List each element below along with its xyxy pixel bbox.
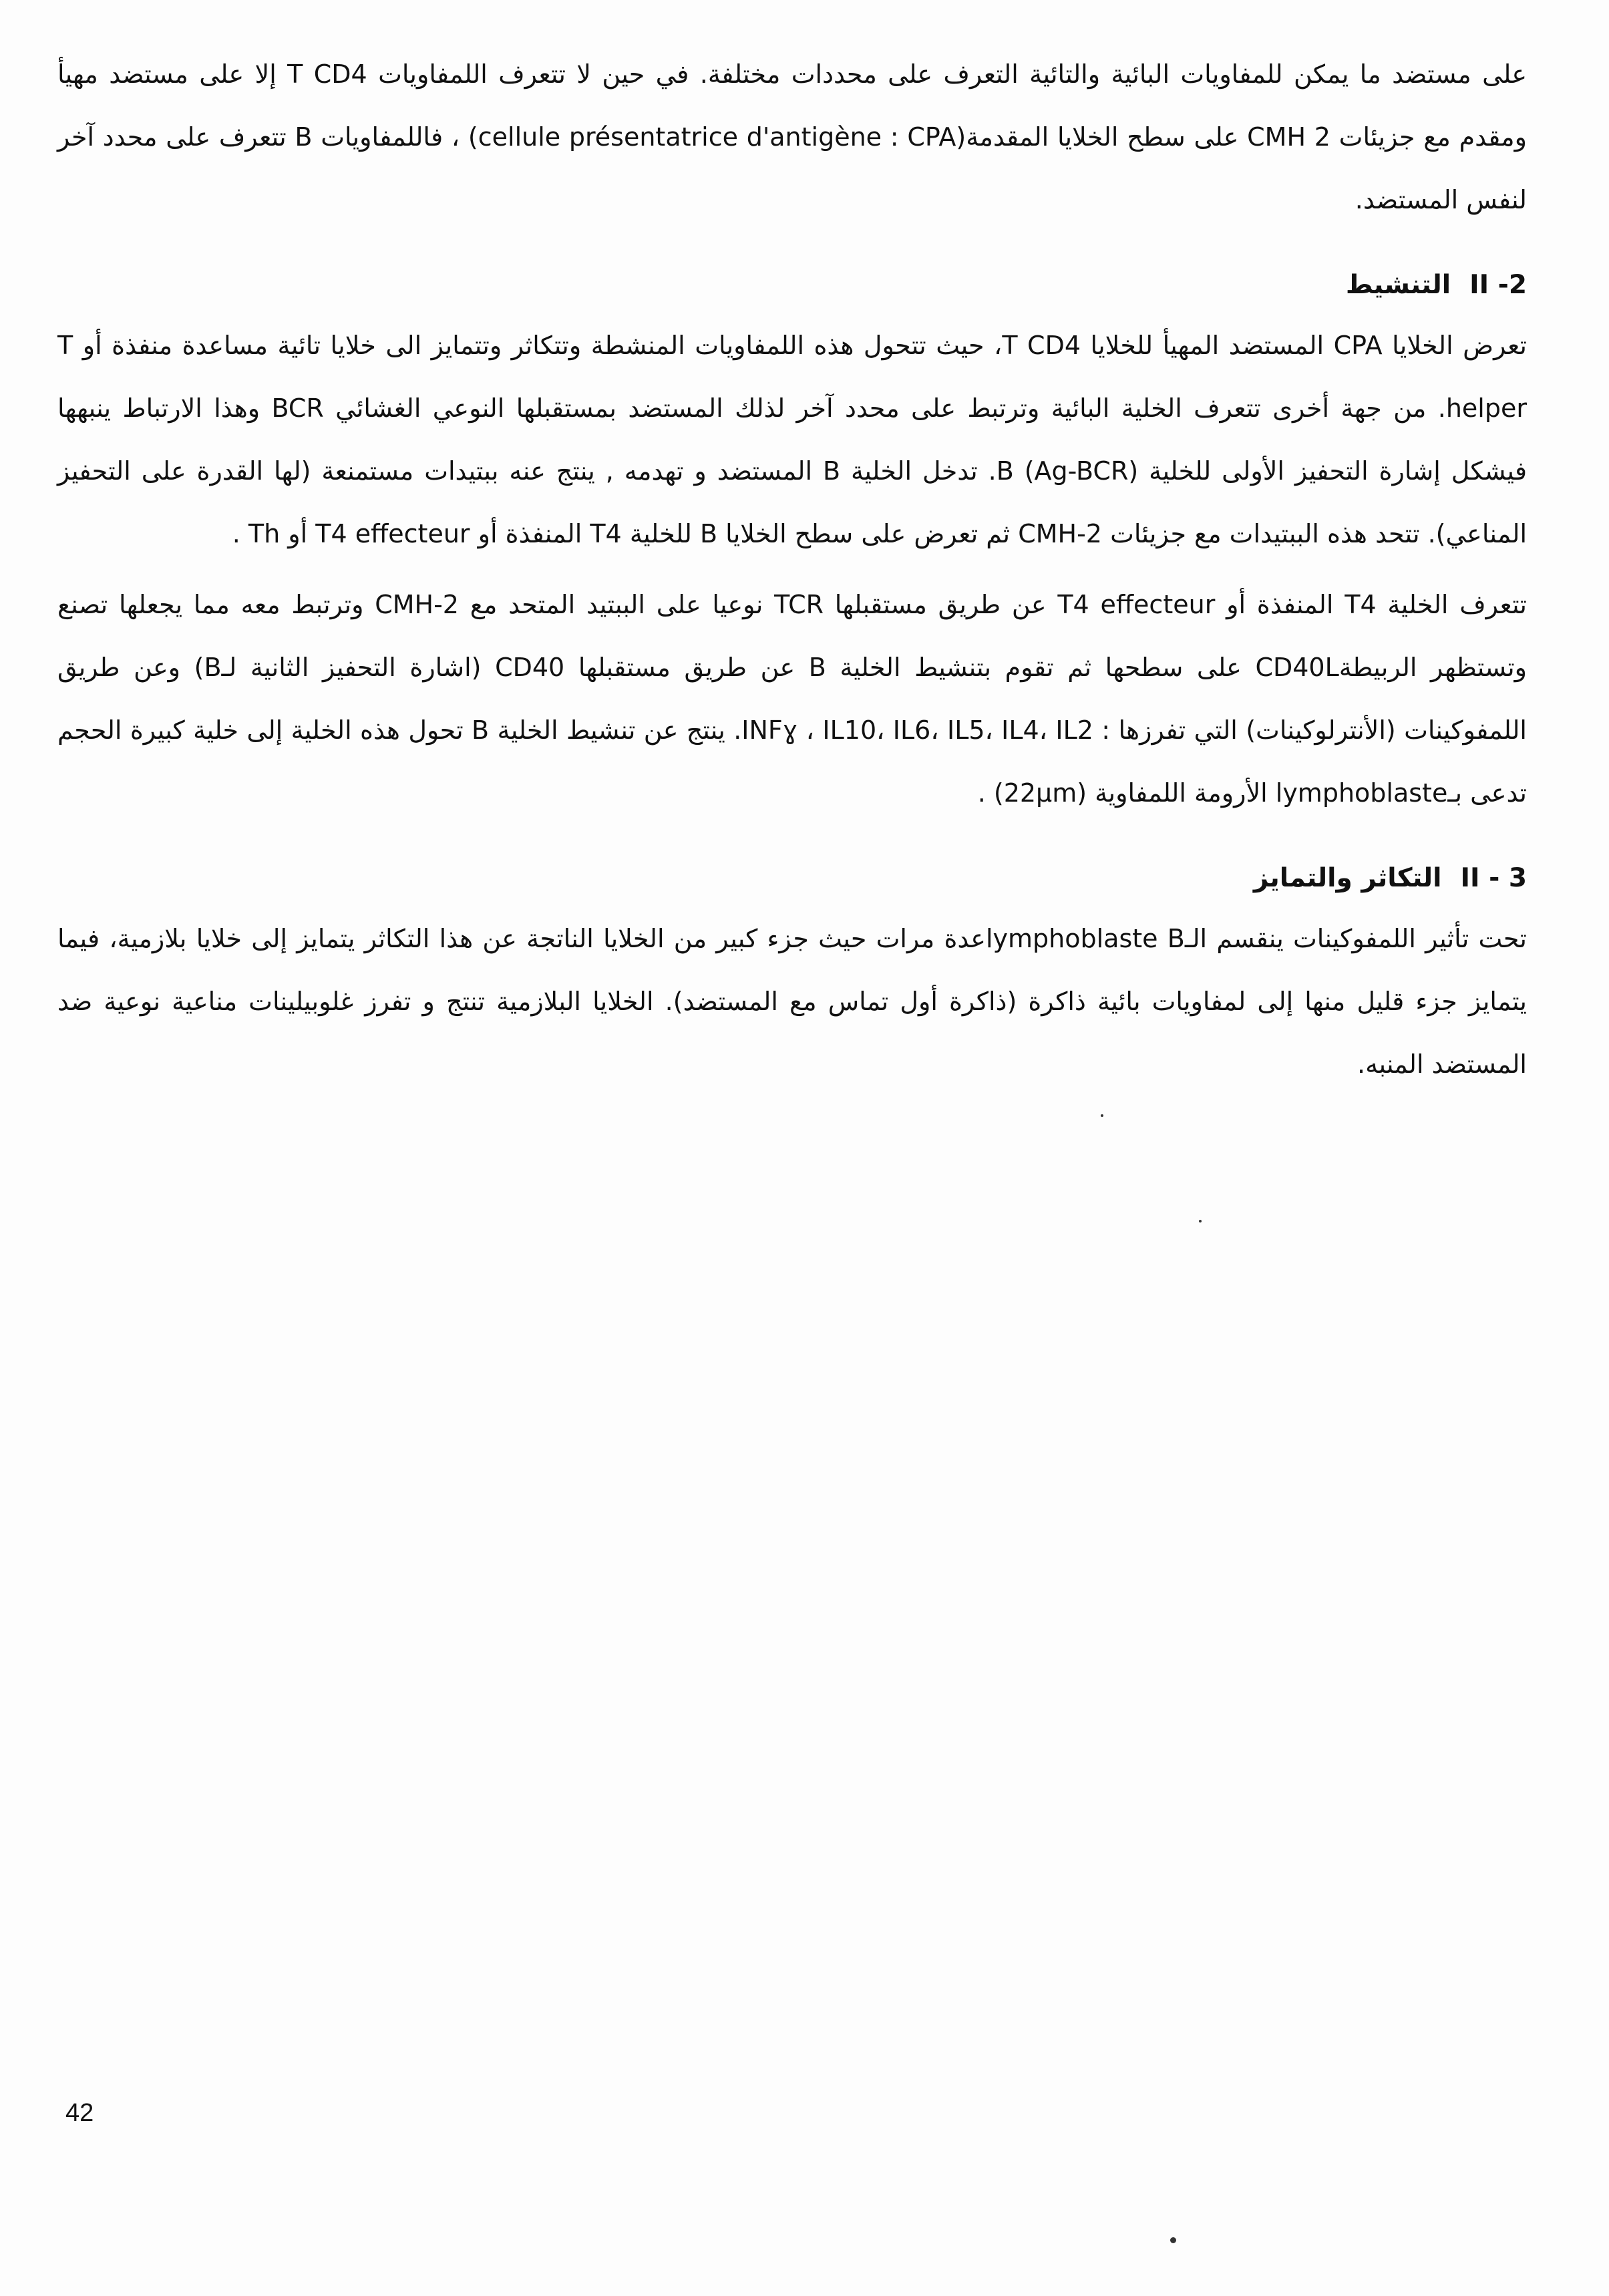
section-3-title: التكاثر والتمايز — [1253, 863, 1442, 893]
intro-paragraph: على مستضد ما يمكن للمفاويات البائية والتائية التعرف على محددات مختلفة. في حين لا تتعرف اللمفاويات T CD4 إلا على مستضد مهيأ ومقدم مع جزيئات CMH 2 على سطح الخلايا المقدمة(cellule présentatrice d'antigène : CPA) ، فاللمفاويات B تتعرف على محدد آخر لنفس المستضد. — [57, 59, 1527, 214]
section-2-paragraph-1: تعرض الخلايا CPA المستضد المهيأ للخلايا T CD4، حيث تتحول هذه اللمفاويات المنشطة وتتكاثر وتتمايز الى خلايا تائية مساعدة منفذة أو T helper. من جهة أخرى تتعرف الخلية البائية وترتبط على محدد آخر لذلك المستضد بمستقبلها النوعي الغشائي BCR وهذا الارتباط ينبهها فيشكل إشارة التحفيز الأولى للخلية B (Ag-BCR). تدخل الخلية B المستضد و تهدمه , ينتج عنه ببتيدات مستمنعة (لها القدرة على التحفيز المناعي). تتحد هذه الببتيدات مع جزيئات CMH-2 ثم تعرض على سطح الخلايا B للخلية T4 المنفذة أو T4 effecteur أو Th . — [57, 331, 1527, 548]
section-3-number: II - 3 — [1460, 863, 1527, 893]
scan-speck — [1101, 1114, 1103, 1117]
scan-speck — [1170, 2237, 1176, 2243]
section-2-heading — [57, 257, 1527, 314]
section-3-paragraph-1: تحت تأثير اللمفوكينات ينقسم الـlymphoblaste Bعدة مرات حيث جزء كبير من الخلايا الناتجة عن هذا التكاثر يتمايز إلى خلايا بلازمية، فيما يتمايز جزء قليل منها إلى لمفاويات بائية ذاكرة (ذاكرة أول تماس مع المستضد). الخلايا البلازمية تنتج و تفرز غلوبيلينات مناعية نوعية ضد المستضد المنبه. — [57, 924, 1527, 1079]
section-2-number: II -2 — [1469, 270, 1527, 300]
scan-speck — [1199, 1220, 1202, 1222]
section-3-heading — [57, 850, 1527, 907]
section-2-paragraph-2: تتعرف الخلية T4 المنفذة أو T4 effecteur عن طريق مستقبلها TCR نوعيا على الببتيد المتحد مع CMH-2 وترتبط معه مما يجعلها تصنع وتستظهر الربيطةCD40L على سطحها ثم تقوم بتنشيط الخلية B عن طريق مستقبلها CD40 (اشارة التحفيز الثانية لـB) وعن طريق اللمفوكينات (الأنترلوكينات) التي تفرزها : INFɣ ، IL10، IL6، IL5، IL4، IL2. ينتج عن تنشيط الخلية B تحول هذه الخلية إلى خلية كبيرة الحجم تدعى بـlymphoblaste الأرومة اللمفاوية (22µm) . — [57, 590, 1528, 808]
section-2-title: التنشيط — [1345, 270, 1451, 300]
page-number: 42 — [65, 2099, 94, 2127]
page-content — [57, 43, 1527, 1104]
